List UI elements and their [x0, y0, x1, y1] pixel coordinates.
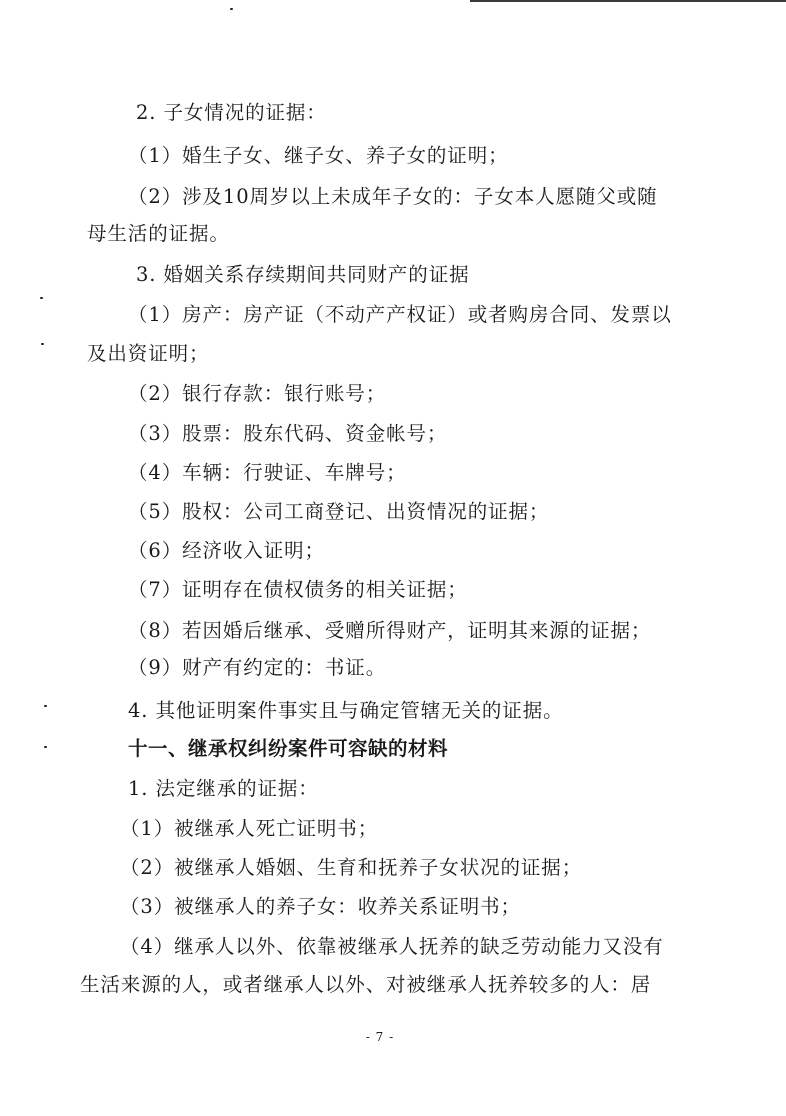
list-item: （2）银行存款：银行账号；	[128, 382, 387, 405]
list-item: （1）被继承人死亡证明书；	[120, 817, 379, 840]
section-heading: 1. 法定继承的证据：	[128, 777, 319, 800]
list-item: （8）若因婚后继承、受赠所得财产，证明其来源的证据；	[128, 619, 652, 642]
list-item: （2）被继承人婚姻、生育和抚养子女状况的证据；	[120, 856, 583, 879]
list-item: （5）股权：公司工商登记、出资情况的证据；	[128, 500, 550, 523]
list-item: （1）房产：房产证（不动产产权证）或者购房合同、发票以	[128, 303, 672, 326]
list-item: （2）涉及10周岁以上未成年子女的：子女本人愿随父或随	[128, 185, 658, 208]
section-heading: 2. 子女情况的证据：	[136, 101, 327, 124]
list-item: （7）证明存在债权债务的相关证据；	[128, 578, 468, 601]
scan-speck	[41, 343, 44, 345]
scan-edge	[470, 0, 786, 2]
list-item: （6）经济收入证明；	[128, 539, 325, 562]
scan-speck	[40, 297, 43, 299]
scan-speck	[44, 705, 47, 707]
list-item-continuation: 生活来源的人，或者继承人以外、对被继承人抚养较多的人：居	[80, 973, 652, 996]
chapter-heading: 十一、继承权纠纷案件可容缺的材料	[128, 737, 449, 760]
scan-speck	[230, 8, 233, 10]
section-heading: 4. 其他证明案件事实且与确定管辖无关的证据。	[128, 699, 564, 722]
list-item: （3）被继承人的养子女：收养关系证明书；	[120, 895, 521, 918]
list-item: （4）车辆：行驶证、车牌号；	[128, 461, 407, 484]
scan-speck	[44, 746, 47, 748]
list-item: （9）财产有约定的：书证。	[128, 656, 387, 679]
page-number: - 7 -	[365, 1030, 395, 1044]
section-heading: 3. 婚姻关系存续期间共同财产的证据	[136, 263, 470, 286]
list-item-continuation: 及出资证明；	[87, 342, 210, 365]
list-item: （1）婚生子女、继子女、养子女的证明；	[128, 144, 509, 167]
list-item: （3）股票：股东代码、资金帐号；	[128, 422, 448, 445]
list-item: （4）继承人以外、依靠被继承人抚养的缺乏劳动能力又没有	[120, 935, 664, 958]
list-item-continuation: 母生活的证据。	[87, 222, 230, 245]
